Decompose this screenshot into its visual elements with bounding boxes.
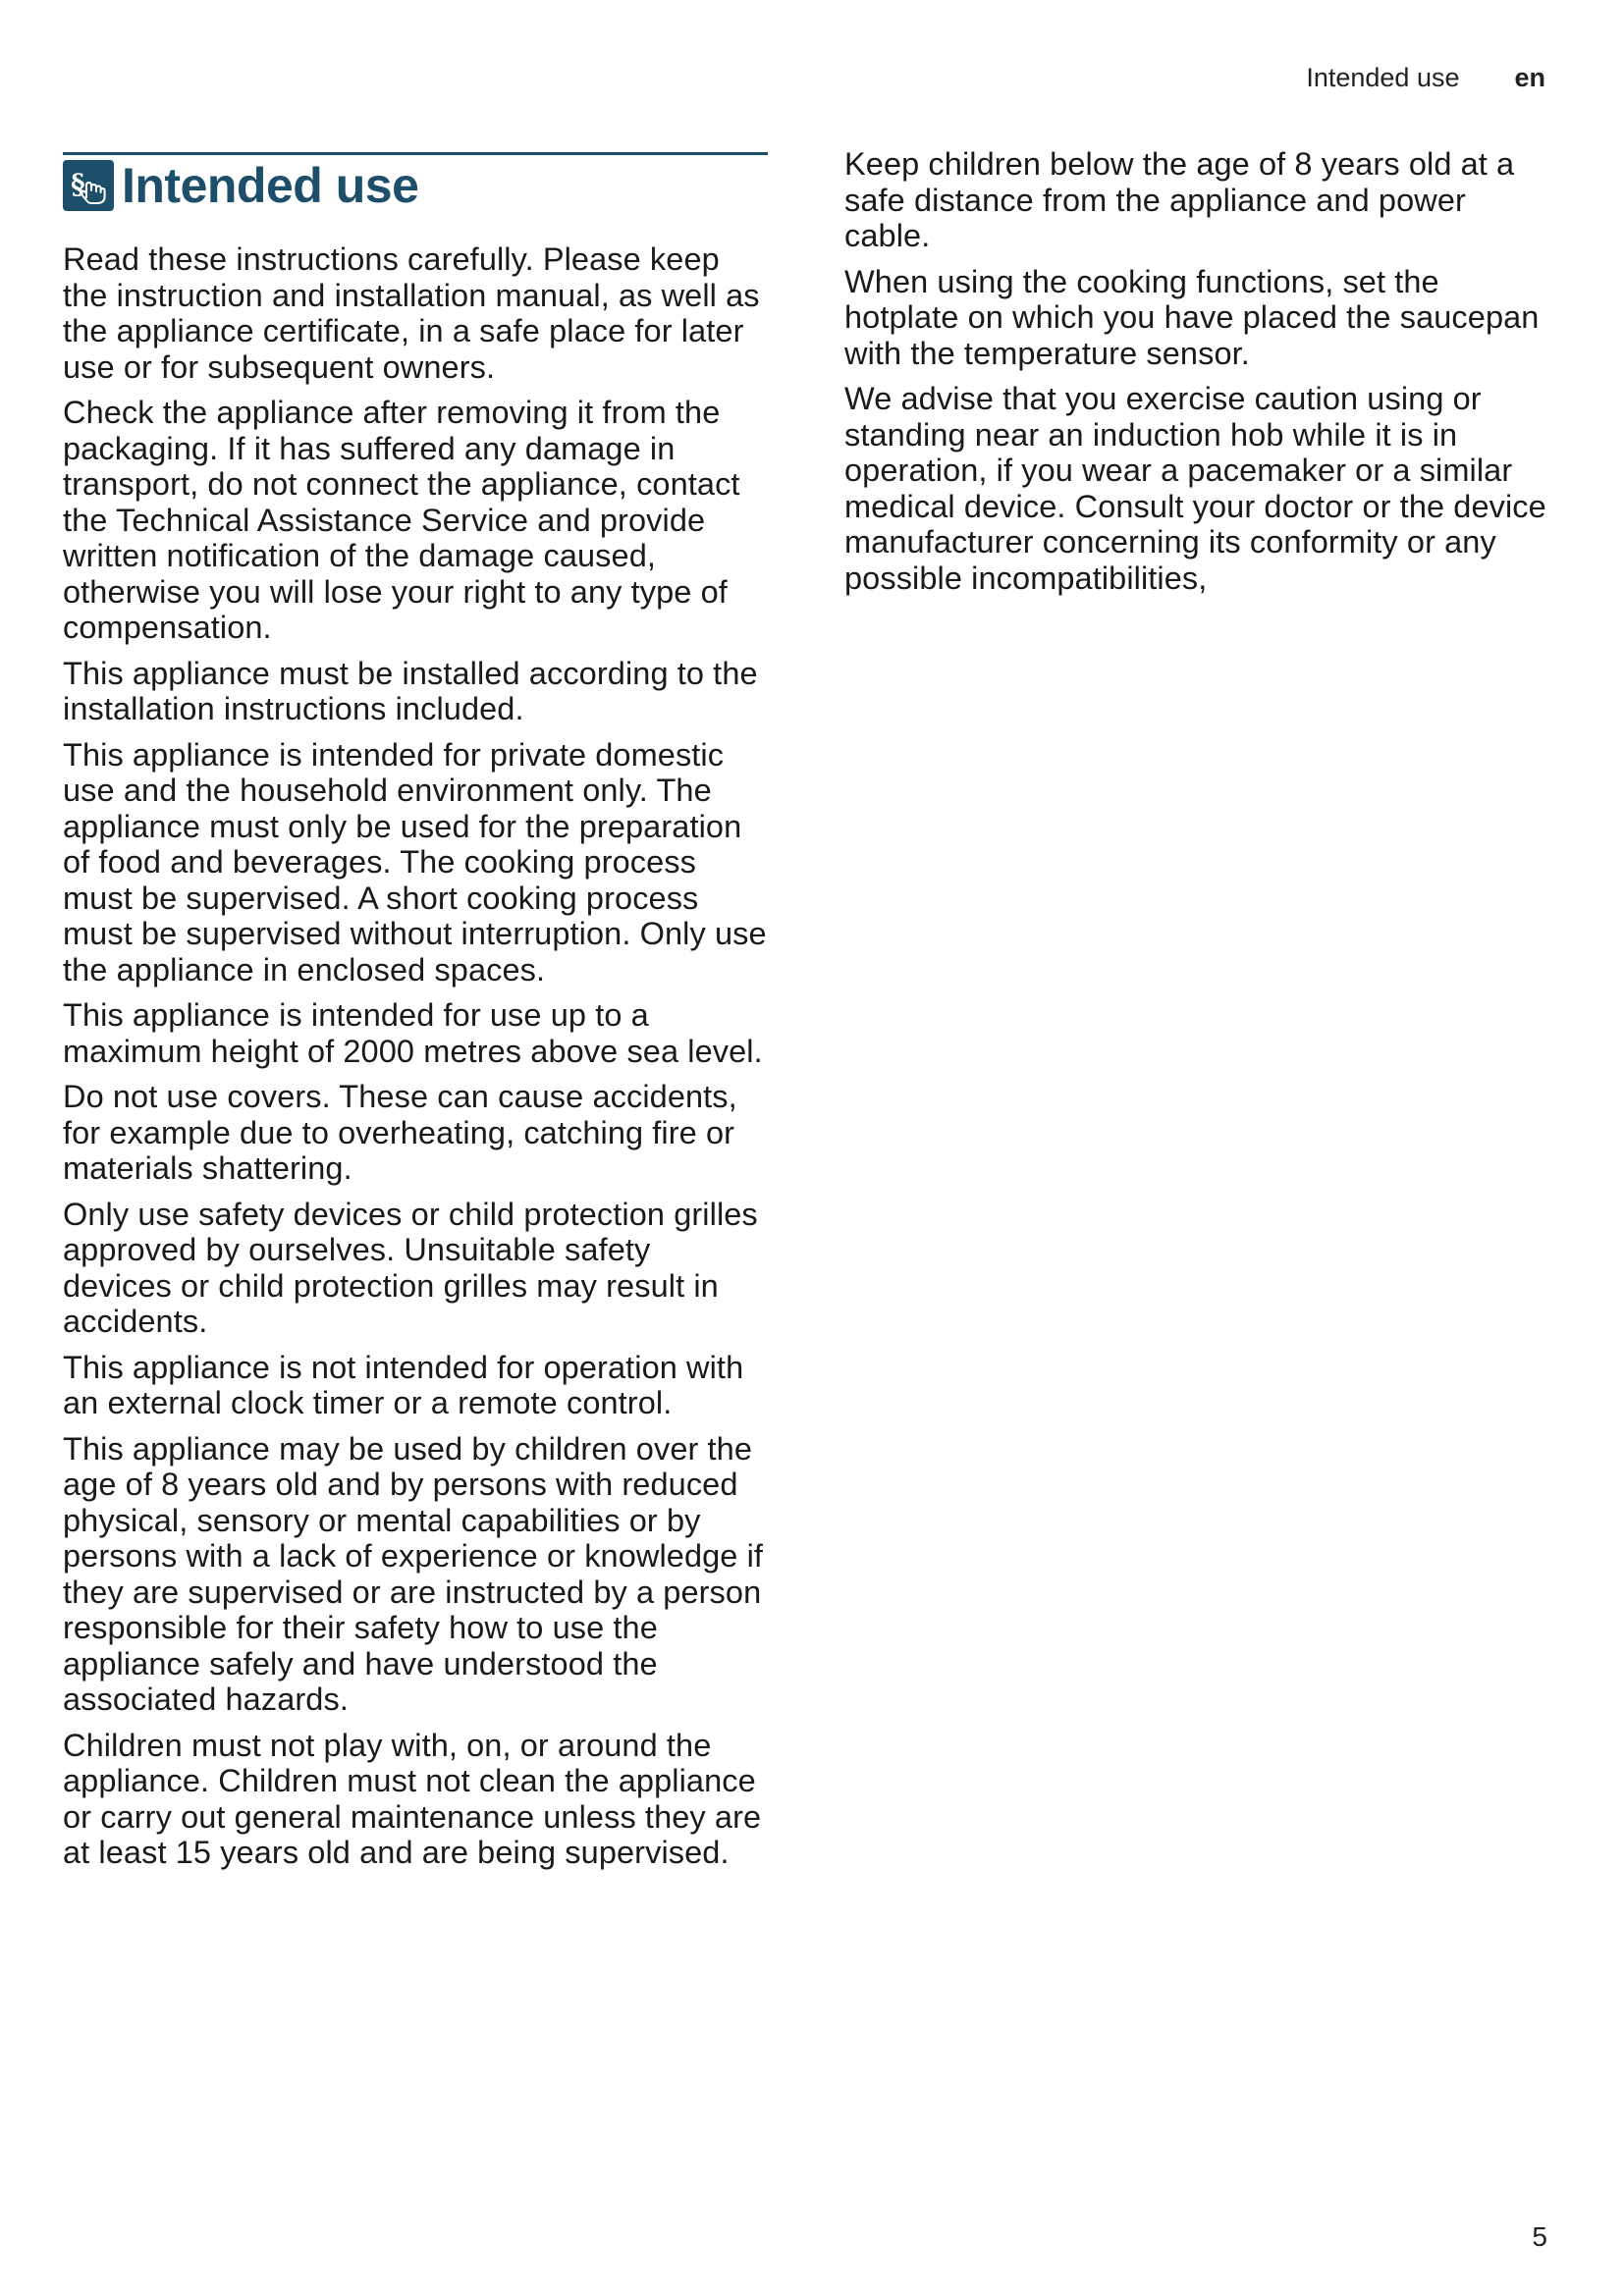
paragraph: We advise that you exercise caution using or standing near an induction hob while it is in operation, if you wear a pacemaker or a similar medical device. Consult your doctor or the device manufacturer concerning its conformity or any possible incompatibilities, (844, 381, 1546, 596)
paragraph: This appliance is intended for private domestic use and the household environment only. The appliance must only be used for the preparation of food and beverages. The cooking process must be supervised. A short cooking process must be supervised without interruption. Only use the appliance in enclosed spaces. (63, 736, 767, 988)
right-column (844, 146, 1556, 606)
svg-text:§: § (71, 168, 85, 200)
section-hand-icon (63, 160, 114, 211)
paragraph: Do not use covers. These can cause accidents, for example due to overheating, catching fire or materials shattering. (63, 1079, 737, 1186)
paragraph: Read these instructions carefully. Please keep the instruction and installation manual, as well as the appliance certificate, in a safe place for later use or for subsequent owners. (63, 241, 760, 385)
paragraph: When using the cooking functions, set the hotplate on which you have placed the saucepan with the temperature sensor. (844, 263, 1540, 371)
section-title: Intended use (122, 158, 419, 213)
left-column (63, 152, 768, 1881)
header-section-title: Intended use (1306, 63, 1460, 92)
paragraph: Keep children below the age of 8 years old at a safe distance from the appliance and power cable. (844, 146, 1515, 253)
section-heading (63, 152, 768, 214)
paragraph: This appliance must be installed according to the installation instructions included. (63, 655, 758, 726)
paragraph: Check the appliance after removing it from the packaging. If it has suffered any damage in transport, do not connect the appliance, contact the Technical Assistance Service and provide written notification of the damage caused, otherwise you will lose your right to any type of compensation. (63, 395, 740, 645)
page-number: 5 (1532, 2221, 1547, 2252)
running-header (1306, 63, 1545, 93)
header-language: en (1514, 63, 1545, 92)
paragraph: This appliance may be used by children over the age of 8 years old and by persons with reduced physical, sensory or mental capabilities or by persons with a lack of experience or knowledge if they are supervised or are instructed by a person responsible for their safety how to use the appliance safely and have understood the associated hazards. (63, 1430, 764, 1717)
paragraph: Children must not play with, on, or around the appliance. Children must not clean the appliance or carry out general maintenance unless they are at least 15 years old and are being supervised. (63, 1727, 762, 1870)
paragraph: Only use safety devices or child protection grilles approved by ourselves. Unsuitable safety devices or child protection grilles may result in accidents. (63, 1196, 758, 1339)
paragraph: This appliance is intended for use up to a maximum height of 2000 metres above sea level. (63, 997, 763, 1069)
paragraph: This appliance is not intended for operation with an external clock timer or a remote control. (63, 1349, 744, 1420)
